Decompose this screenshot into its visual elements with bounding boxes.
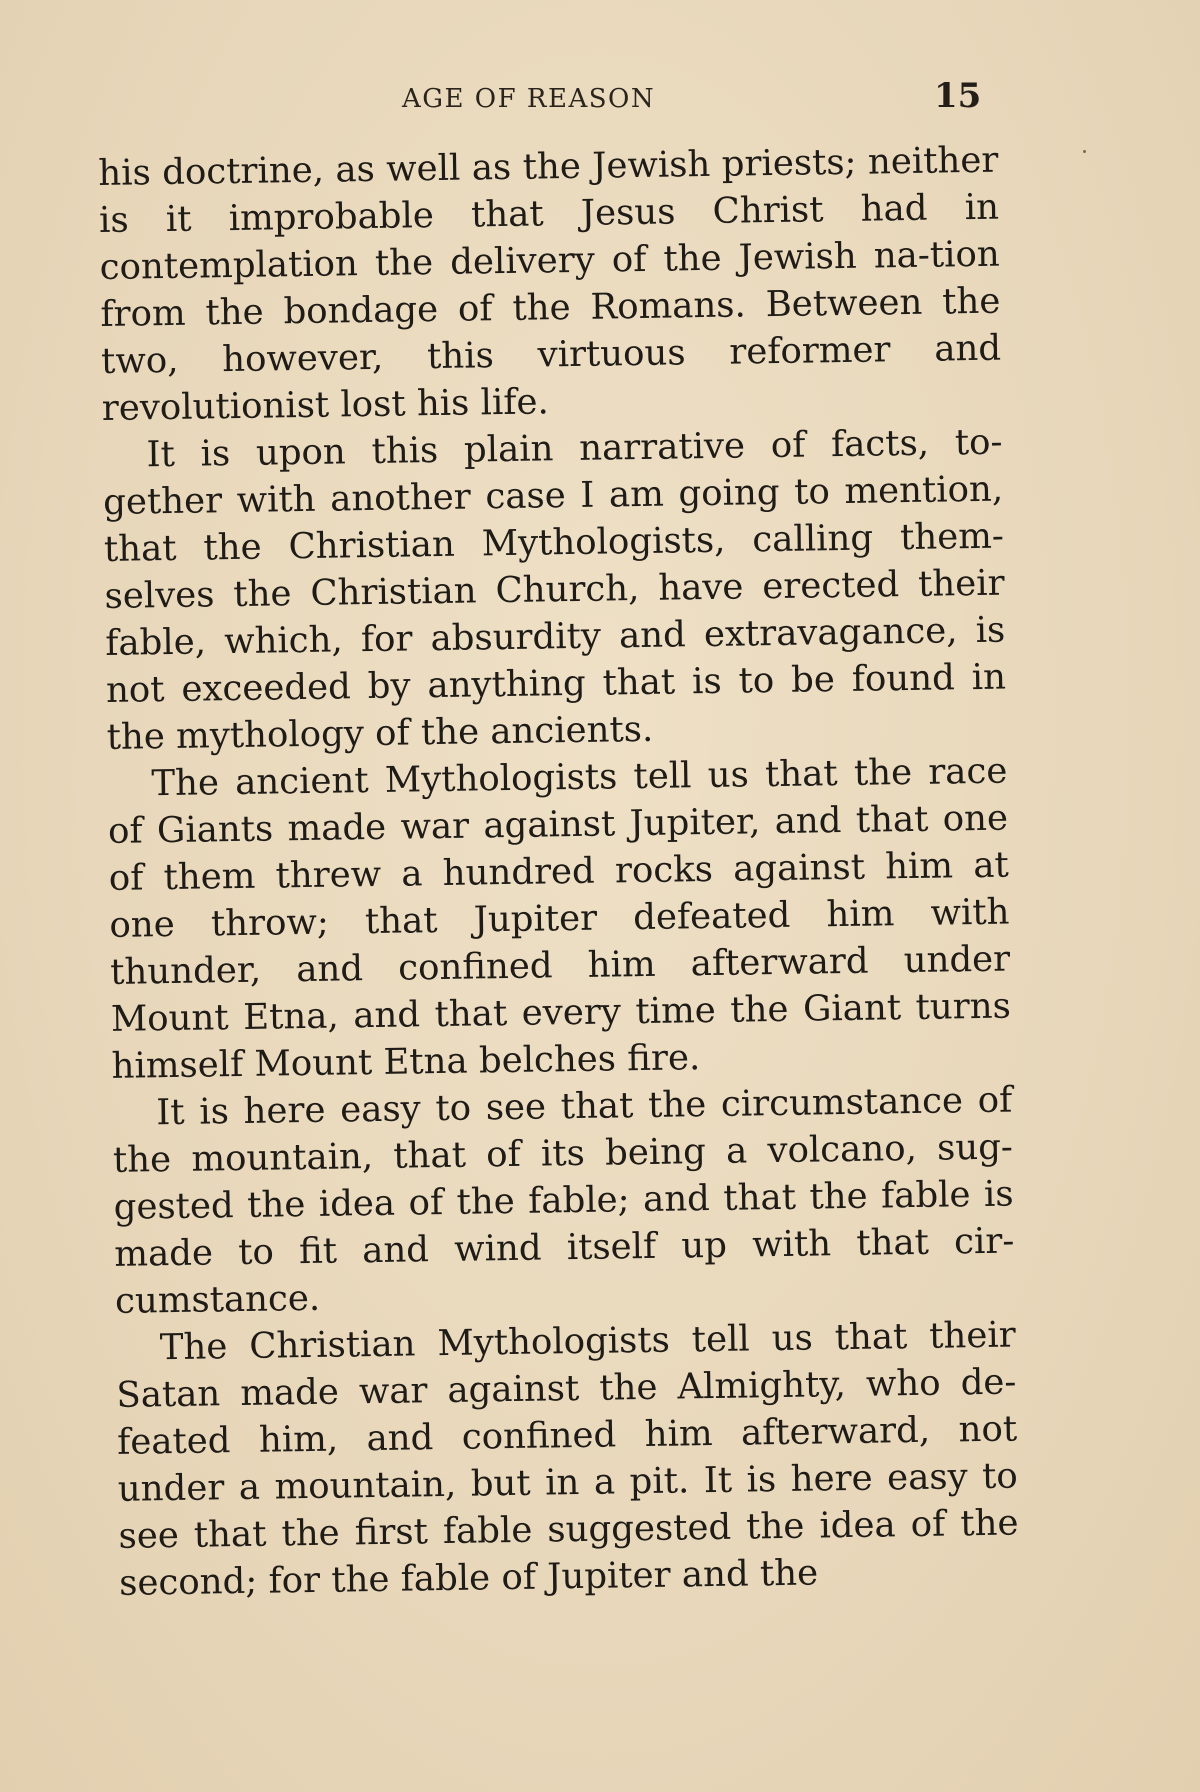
- paragraph: The Christian Mythologists tell us that their Satan made war against the Almighty, who de-feated him, and confined him afterward, not under a mountain, but in a pit. It is here easy to see that the first fable suggested the idea of the second; for the fable of Jupiter and the: [116, 1314, 1019, 1604]
- paragraph: It is upon this plain narrative of facts, to-gether with another case I am going to mention, that the Christian Mythologists, calling them-selves the Christian Church, have erected their fable, which, for absurdity and extravagance, is not exceeded by anything that is to be found in the mythology of the ancients.: [102, 421, 1007, 758]
- running-head: AGE OF REASON: [402, 84, 656, 114]
- paragraph: It is here easy to see that the circumstance of the mountain, that of its being a volcano, sug-gested the idea of the fable; and that the fable is made to fit and wind itself up with that cir-cumstance.: [112, 1079, 1015, 1322]
- paragraph: The ancient Mythologists tell us that the race of Giants made war against Jupiter, and that one of them threw a hundred rocks against him at one throw; that Jupiter defeated him with thunder, and confined him afterward under Mount Etna, and that every time the Giant turns himself Mount Etna belches fire.: [107, 750, 1012, 1087]
- paper-speck: [1083, 150, 1086, 153]
- paragraph: his doctrine, as well as the Jewish priests; neither is it improbable that Jesus Christ had in contemplation the delivery of the Jewish na-tion from the bondage of the Romans. Between the two, however, this virtuous reformer and revolutionist lost his life.: [98, 139, 1002, 429]
- body-text: [98, 137, 1020, 1607]
- page-number: 15: [934, 76, 982, 116]
